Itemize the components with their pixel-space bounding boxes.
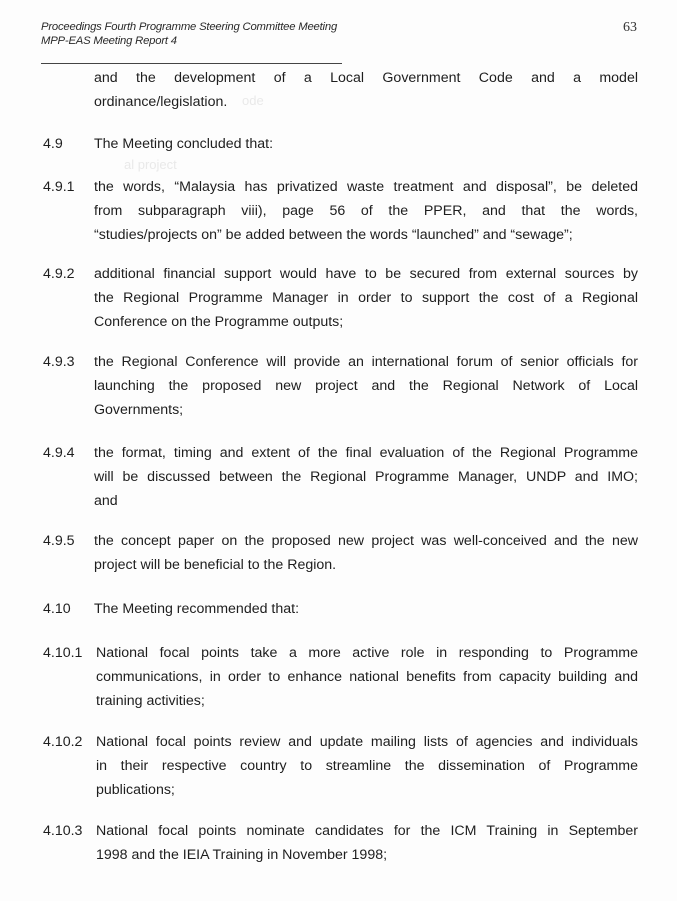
header-report: MPP-EAS Meeting Report 4 xyxy=(41,35,177,47)
item-text xyxy=(94,262,638,335)
text-line: the Regional Programme Manager in order to support the cost of a Regional xyxy=(94,290,638,307)
text-line: National focal points nominate candidates for the ICM Training in September xyxy=(96,823,638,839)
item-number: 4.9.4 xyxy=(43,445,75,461)
item-number: 4.10.2 xyxy=(43,734,83,750)
item-number: 4.9.1 xyxy=(43,179,75,195)
text-line: publications; xyxy=(96,782,175,799)
item-text xyxy=(94,529,638,577)
text-line: ordinance/legislation. xyxy=(94,94,228,111)
bleed-through-mark: ode xyxy=(242,93,264,108)
text-line: 1998 and the IEIA Training in November 1998; xyxy=(96,847,388,864)
text-line: National focal points take a more active role in responding to Programme xyxy=(96,645,638,661)
text-line: National focal points review and update mailing lists of agencies and individuals xyxy=(96,734,638,750)
section-number: 4.10 xyxy=(43,601,71,617)
section-heading: The Meeting recommended that: xyxy=(94,601,300,617)
continuation-paragraph xyxy=(94,66,638,114)
section-4-9 xyxy=(0,132,677,156)
text-line: in their respective country to streamline the dissemination of Programme xyxy=(96,758,638,775)
item-number: 4.9.3 xyxy=(43,354,75,370)
text-line: Conference on the Programme outputs; xyxy=(94,314,344,331)
item-number: 4.9.5 xyxy=(43,533,75,549)
text-line: from subparagraph viii), page 56 of the PPER, and that the words, xyxy=(94,203,638,220)
text-line: will be discussed between the Regional Programme Manager, UNDP and IMO; xyxy=(94,469,638,486)
item-text xyxy=(96,730,638,803)
text-line: and xyxy=(94,493,118,510)
item-text xyxy=(96,819,638,867)
text-line: additional financial support would have to be secured from external sources by xyxy=(94,266,638,282)
header-title: Proceedings Fourth Programme Steering Committee Meeting xyxy=(41,21,338,33)
item-number: 4.9.2 xyxy=(43,266,75,282)
text-line: and the development of a Local Government Code and a model xyxy=(94,70,638,86)
item-text xyxy=(94,350,638,423)
text-line: the concept paper on the proposed new project was well-conceived and the new xyxy=(94,533,638,549)
text-line: the format, timing and extent of the final evaluation of the Regional Programme xyxy=(94,445,638,461)
item-number: 4.10.3 xyxy=(43,823,83,839)
text-line: the words, “Malaysia has privatized waste treatment and disposal”, be deleted xyxy=(94,179,638,195)
text-line: Governments; xyxy=(94,402,184,419)
text-line: “studies/projects on” be added between the words “launched” and “sewage”; xyxy=(94,227,573,244)
text-line: project will be beneficial to the Region. xyxy=(94,557,337,574)
bleed-through-mark: al project xyxy=(124,157,177,172)
header-divider xyxy=(41,63,342,64)
section-number: 4.9 xyxy=(43,136,63,152)
item-number: 4.10.1 xyxy=(43,645,83,661)
text-line: launching the proposed new project and the Regional Network of Local xyxy=(94,378,638,395)
section-heading: The Meeting concluded that: xyxy=(94,136,274,152)
text-line: communications, in order to enhance national benefits from capacity building and xyxy=(96,669,638,686)
item-text xyxy=(94,175,638,248)
running-header xyxy=(41,20,337,48)
section-4-10 xyxy=(0,597,677,621)
page-number: 63 xyxy=(623,20,637,35)
item-text xyxy=(96,641,638,714)
item-text xyxy=(94,441,638,514)
text-line: the Regional Conference will provide an international forum of senior officials for xyxy=(94,354,638,370)
text-line: training activities; xyxy=(96,693,205,710)
